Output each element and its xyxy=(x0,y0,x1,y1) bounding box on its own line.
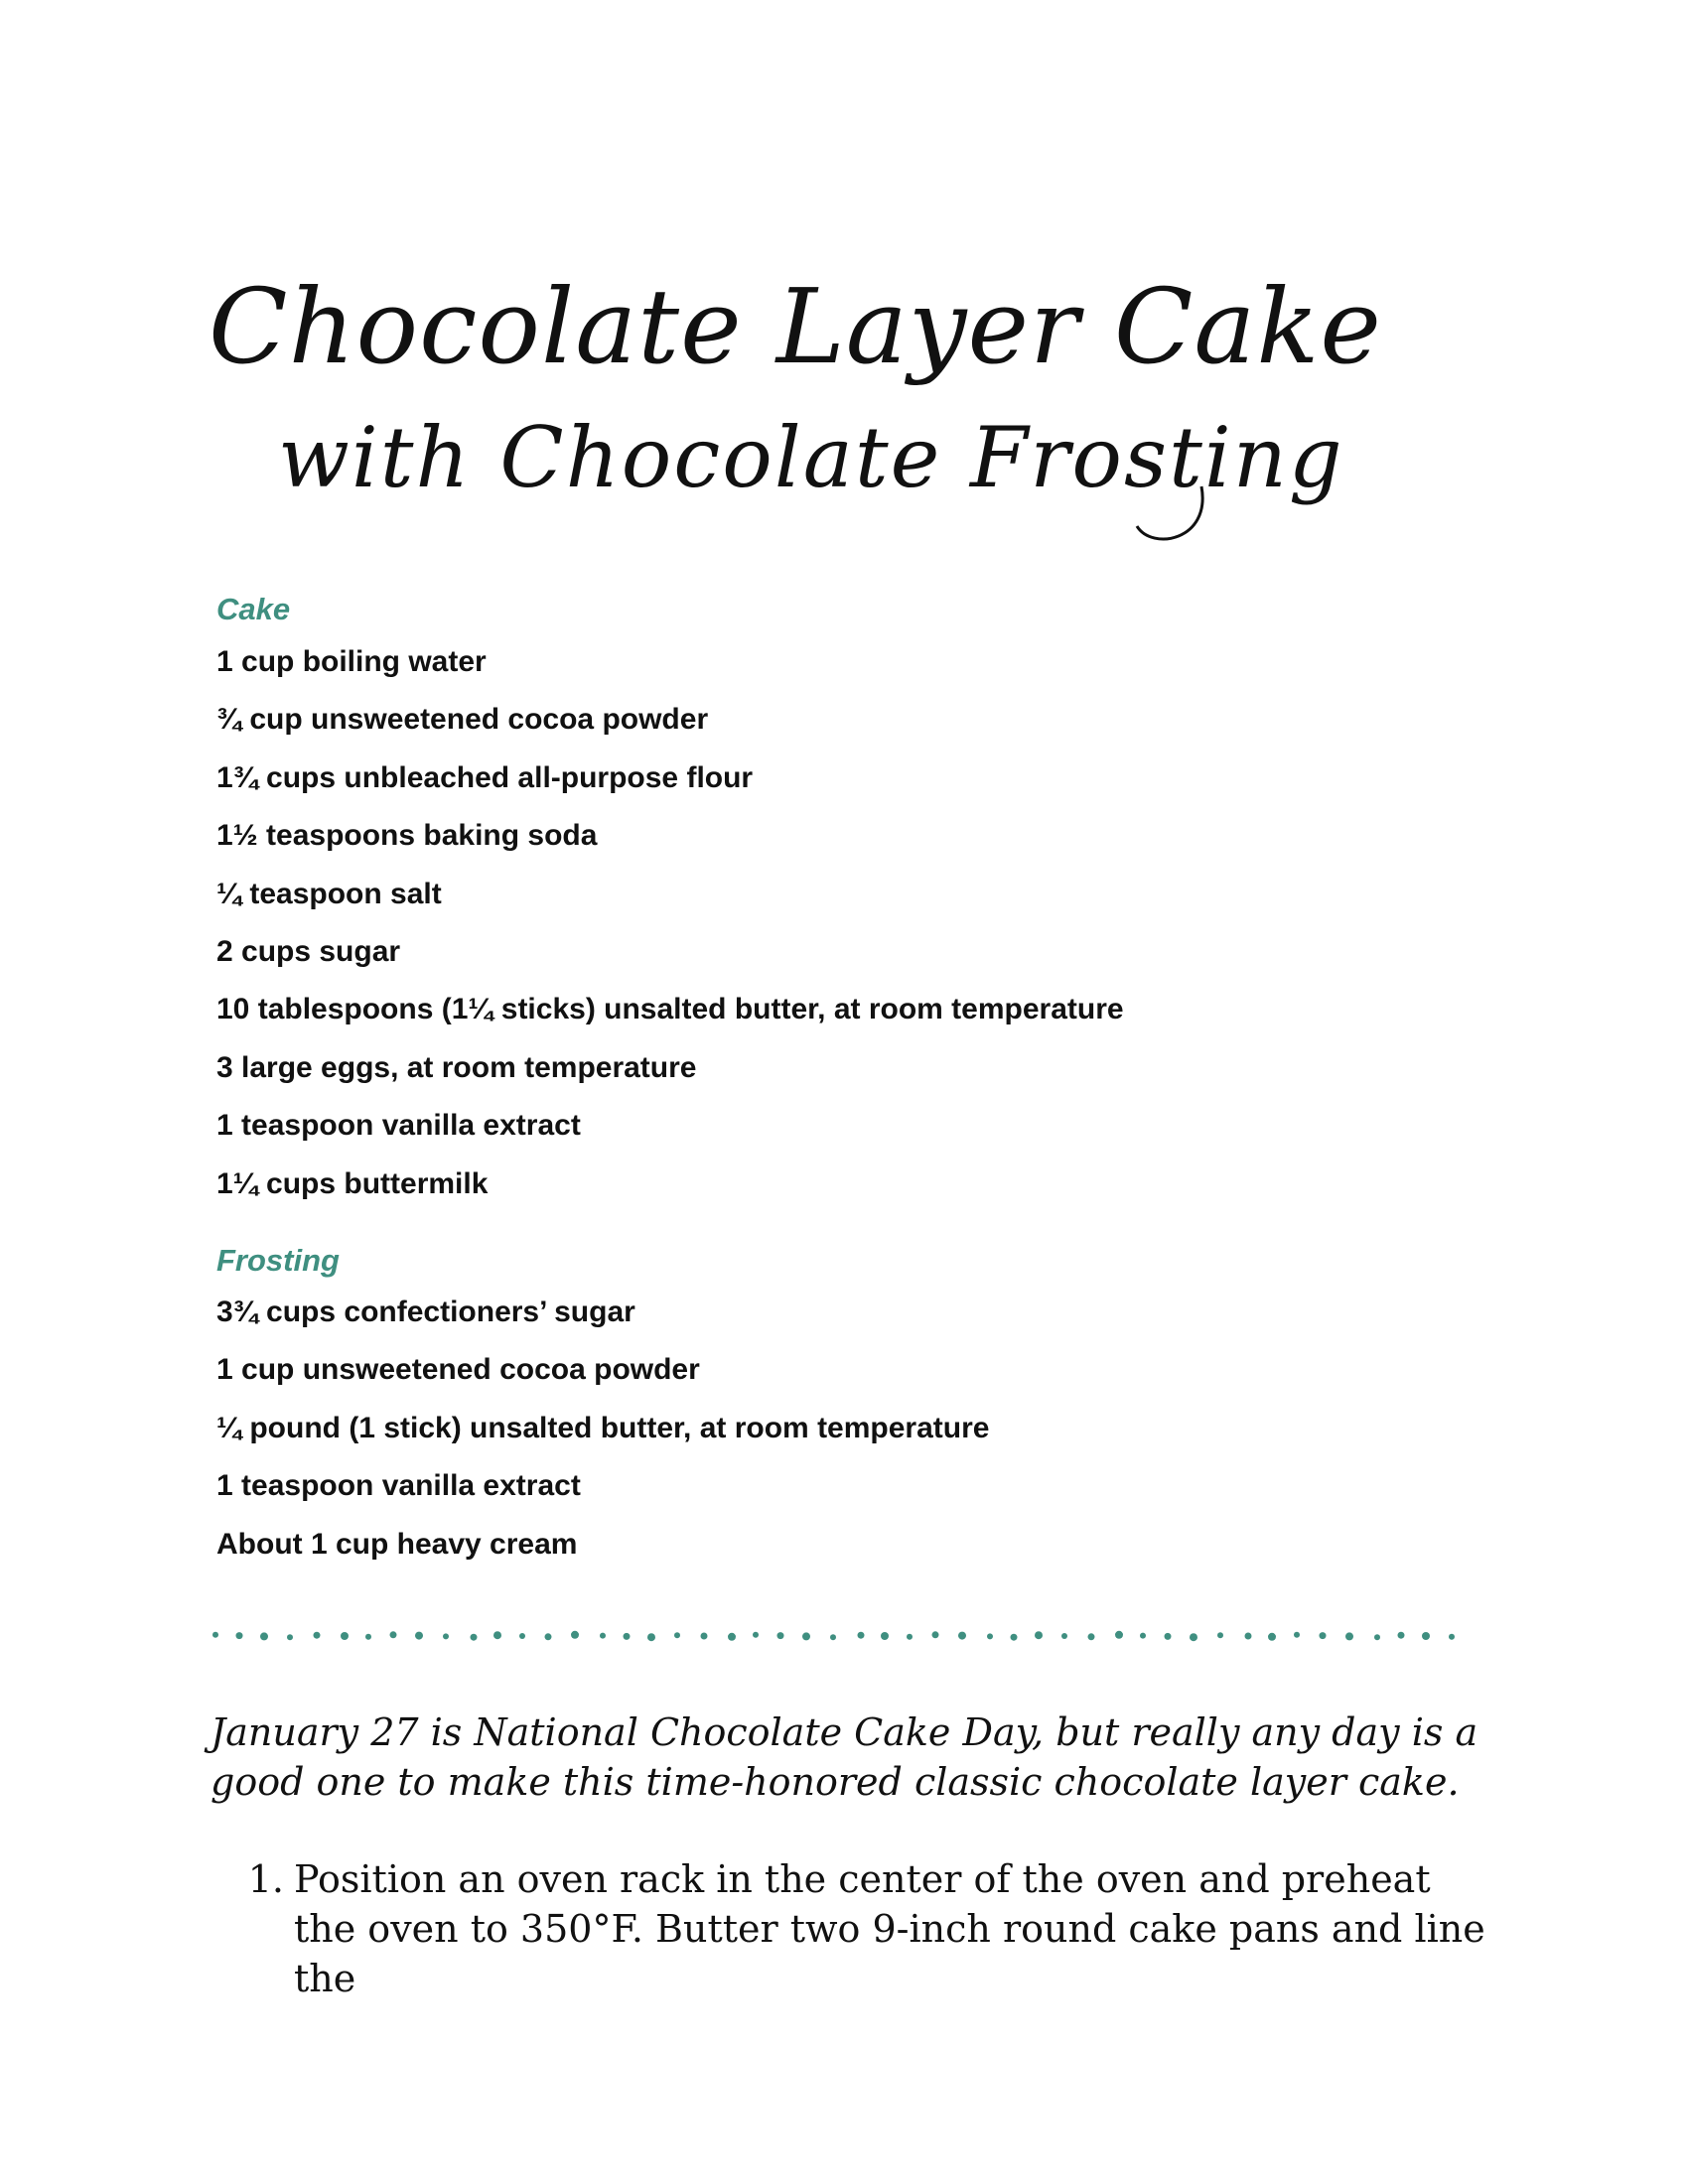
ingredient-item: ¾ cup unsweetened cocoa powder xyxy=(216,703,709,737)
divider-dot xyxy=(674,1632,680,1638)
divider-dot xyxy=(365,1634,371,1640)
divider-dot xyxy=(858,1632,865,1639)
divider-dot xyxy=(1294,1632,1300,1638)
divider-dot xyxy=(1061,1633,1067,1639)
divider-dot xyxy=(287,1634,293,1640)
divider-dot xyxy=(701,1633,708,1640)
divider-dot xyxy=(1035,1631,1043,1639)
divider-dot xyxy=(932,1631,939,1638)
divider-dot xyxy=(390,1631,397,1638)
divider-dot xyxy=(958,1632,966,1640)
divider-dot xyxy=(907,1634,913,1640)
divider-dot xyxy=(881,1632,889,1640)
ingredient-item: 1 cup boiling water xyxy=(216,645,487,678)
divider-dot xyxy=(260,1632,268,1640)
divider-dot xyxy=(314,1632,321,1639)
divider-dot xyxy=(1345,1632,1353,1640)
divider-dot xyxy=(443,1633,449,1639)
step-number: 1. xyxy=(247,1857,284,1901)
divider-dot xyxy=(830,1634,836,1640)
divider-dot xyxy=(753,1632,759,1638)
divider-dot xyxy=(1398,1632,1405,1639)
ingredient-item: 10 tablespoons (1¼ sticks) unsalted butter, at room temperature xyxy=(216,993,1124,1026)
ingredient-item: About 1 cup heavy cream xyxy=(216,1527,578,1561)
divider-dot xyxy=(1088,1633,1095,1640)
divider-dot xyxy=(415,1632,423,1640)
step-text: Position an oven rack in the center of the oven and preheat the oven to 350°F. Butter two 9-inch round cake pans and line the xyxy=(294,1857,1485,2000)
intro-paragraph: January 27 is National Chocolate Cake Day, but really any day is a good one to make this time-honored classic chocolate layer cake. xyxy=(211,1710,1478,1804)
ingredient-item: ¼ pound (1 stick) unsalted butter, at room temperature xyxy=(216,1411,990,1444)
ingredient-item: 1½ teaspoons baking soda xyxy=(216,819,598,853)
ingredient-item: 1¾ cups unbleached all-purpose flour xyxy=(216,760,754,794)
dotted-divider xyxy=(211,1628,1477,1644)
recipe-title xyxy=(209,253,1382,551)
divider-dot xyxy=(1245,1633,1252,1640)
instruction-step xyxy=(211,1854,1491,2003)
frosting-heading: Frosting xyxy=(216,1243,340,1278)
divider-dot xyxy=(1140,1633,1146,1639)
divider-dot xyxy=(1190,1633,1197,1641)
ingredient-item: ¼ teaspoon salt xyxy=(216,877,442,910)
ingredient-item: 1 cup unsweetened cocoa powder xyxy=(216,1353,700,1387)
ingredient-item: 1 teaspoon vanilla extract xyxy=(216,1109,581,1143)
divider-dot xyxy=(341,1632,349,1640)
divider-dot xyxy=(1115,1631,1123,1639)
divider-dot xyxy=(647,1633,655,1641)
divider-dot xyxy=(987,1633,993,1639)
ingredient-item: 3 large eggs, at room temperature xyxy=(216,1050,697,1084)
divider-dot xyxy=(212,1632,218,1638)
divider-dot xyxy=(600,1633,606,1639)
title-line-1: Chocolate Layer Cake xyxy=(209,266,1382,387)
dotted-divider-graphic xyxy=(211,1628,1477,1644)
instruction-steps xyxy=(211,1854,1491,2003)
frosting-ingredient-list xyxy=(216,1284,989,1573)
divider-dot xyxy=(545,1633,552,1640)
cake-heading: Cake xyxy=(216,592,291,626)
divider-dot xyxy=(1165,1633,1172,1640)
divider-dot xyxy=(519,1633,525,1639)
handwritten-title xyxy=(209,253,1382,551)
ingredient-item: 2 cups sugar xyxy=(216,934,401,968)
divider-dot xyxy=(1374,1634,1380,1640)
divider-dot xyxy=(571,1631,579,1639)
title-line-2: with Chocolate Frosting xyxy=(278,409,1344,506)
divider-dot xyxy=(624,1633,631,1640)
divider-dot xyxy=(1011,1634,1018,1641)
divider-dot xyxy=(1268,1633,1276,1641)
divider-dot xyxy=(728,1633,736,1641)
divider-dot xyxy=(1320,1632,1327,1639)
divider-dot xyxy=(236,1632,243,1639)
divider-dot xyxy=(1422,1632,1430,1640)
ingredient-item: 1 teaspoon vanilla extract xyxy=(216,1469,581,1503)
divider-dot xyxy=(493,1631,501,1639)
ingredient-item: 1¼ cups buttermilk xyxy=(216,1166,489,1200)
divider-dot xyxy=(1449,1634,1455,1640)
cake-ingredient-list xyxy=(216,633,1124,1213)
divider-dot xyxy=(802,1632,810,1640)
divider-dot xyxy=(1217,1632,1223,1638)
divider-dot xyxy=(471,1634,478,1641)
divider-dot xyxy=(777,1632,784,1639)
ingredient-item: 3¾ cups confectioners’ sugar xyxy=(216,1296,635,1328)
